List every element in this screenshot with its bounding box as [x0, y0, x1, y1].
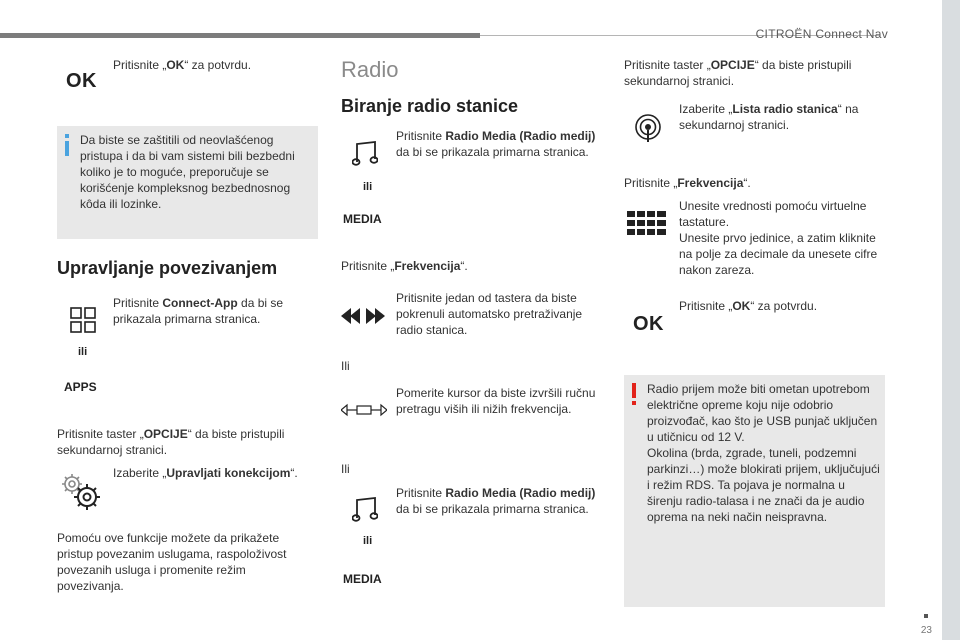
apps-label: APPS [64, 380, 97, 394]
frequency-instruction-right: Pritisnite „Frekvencija“. [624, 176, 751, 190]
frequency-instruction: Pritisnite „Frekvencija“. [341, 259, 468, 273]
page-number: 23 [920, 625, 932, 636]
ok-instruction-right: Pritisnite „OK“ za potvrdu. [679, 299, 818, 313]
music-note-icon [352, 496, 378, 524]
station-list-instruction: Izaberite „Lista radio stanica“ na sekundarnoj stranici. [679, 102, 859, 132]
ok-icon: OK [633, 313, 664, 335]
slider-cursor-icon [341, 403, 387, 417]
page-edge-strip [942, 0, 960, 640]
ok-instruction: Pritisnite „OK“ za potvrdu. [113, 58, 252, 72]
page-marker [924, 614, 928, 618]
connect-app-instruction: Pritisnite Connect-App da bi se prikazala primarna stranica. [113, 296, 284, 326]
virtual-keypad-icon [627, 211, 667, 237]
warning-icon [630, 383, 638, 405]
options-instruction-right: Pritisnite taster „OPCIJE“ da biste pristupili sekundarnoj stranici. [624, 58, 852, 88]
manage-connection-instruction: Izaberite „Upravljati konekcijom“. [113, 466, 298, 480]
keypad-instruction: Unesite vrednosti pomoću virtuelne tastature. Unesite prvo jedinice, a zatim kliknite na polje za decimale da unesete cifre nakon zareza. [679, 199, 878, 277]
media-label: MEDIA [343, 212, 382, 226]
info-icon [62, 134, 72, 156]
section-title-connections: Upravljanje povezivanjem [57, 258, 278, 278]
radio-media-instruction-2: Pritisnite Radio Media (Radio medij) da bi se prikazala primarna stranica. [396, 486, 596, 516]
connect-app-icon [70, 307, 96, 333]
or-label-capital: Ili [341, 462, 350, 476]
or-label: ili [78, 346, 88, 358]
seek-arrows-icon [341, 307, 385, 325]
or-label: ili [363, 181, 373, 193]
media-label: MEDIA [343, 572, 382, 586]
options-instruction: Pritisnite taster „OPCIJE“ da biste pristupili sekundarnoj stranici. [57, 427, 285, 457]
header-bar [0, 33, 480, 38]
info-note-box [57, 126, 318, 239]
warning-note-box [624, 375, 885, 607]
seek-instruction: Pritisnite jedan od tastera da biste pokrenuli automatsko pretraživanje radio stanica. [396, 291, 583, 337]
radio-title: Radio [341, 57, 399, 82]
info-note-text: Da biste se zaštitili od neovlašćenog pristupa i da bi vam sistemi bili bezbedni koliko je to moguće, preporučuje se korišćenje kompleksnog bezbednosnog kôda ili lozinke. [80, 133, 295, 211]
music-note-icon [352, 140, 378, 168]
connections-summary: Pomoću ove funkcije možete da prikažete pristup povezanim uslugama, raspoloživost povezanih usluga i promenite režim povezivanja. [57, 531, 287, 593]
or-label: ili [363, 535, 373, 547]
radio-subtitle: Biranje radio stanice [341, 96, 519, 116]
radio-station-icon [634, 113, 662, 143]
ok-icon: OK [66, 70, 97, 92]
radio-media-instruction-1: Pritisnite Radio Media (Radio medij) da bi se prikazala primarna stranica. [396, 129, 596, 159]
warning-note-text: Radio prijem može biti ometan upotrebom električne opreme koju nije odobrio proizvođač, kao što je USB punjač uključen u utičnicu od 12 V. Okolina (brda, zgrade, tuneli, podzemni parkinzi…) može blokirati prijem, uključujući i režim RDS. Ta pojava je normalna u širenju radio-talasa i ne znači da je audio oprema na neki način neispravna. [647, 382, 880, 524]
brand-title: CITROËN Connect Nav [755, 27, 888, 41]
settings-gears-icon [60, 472, 102, 512]
or-label-capital: Ili [341, 359, 350, 373]
slider-instruction: Pomerite kursor da biste izvršili ručnu pretragu viših ili nižih frekvencija. [396, 386, 596, 416]
